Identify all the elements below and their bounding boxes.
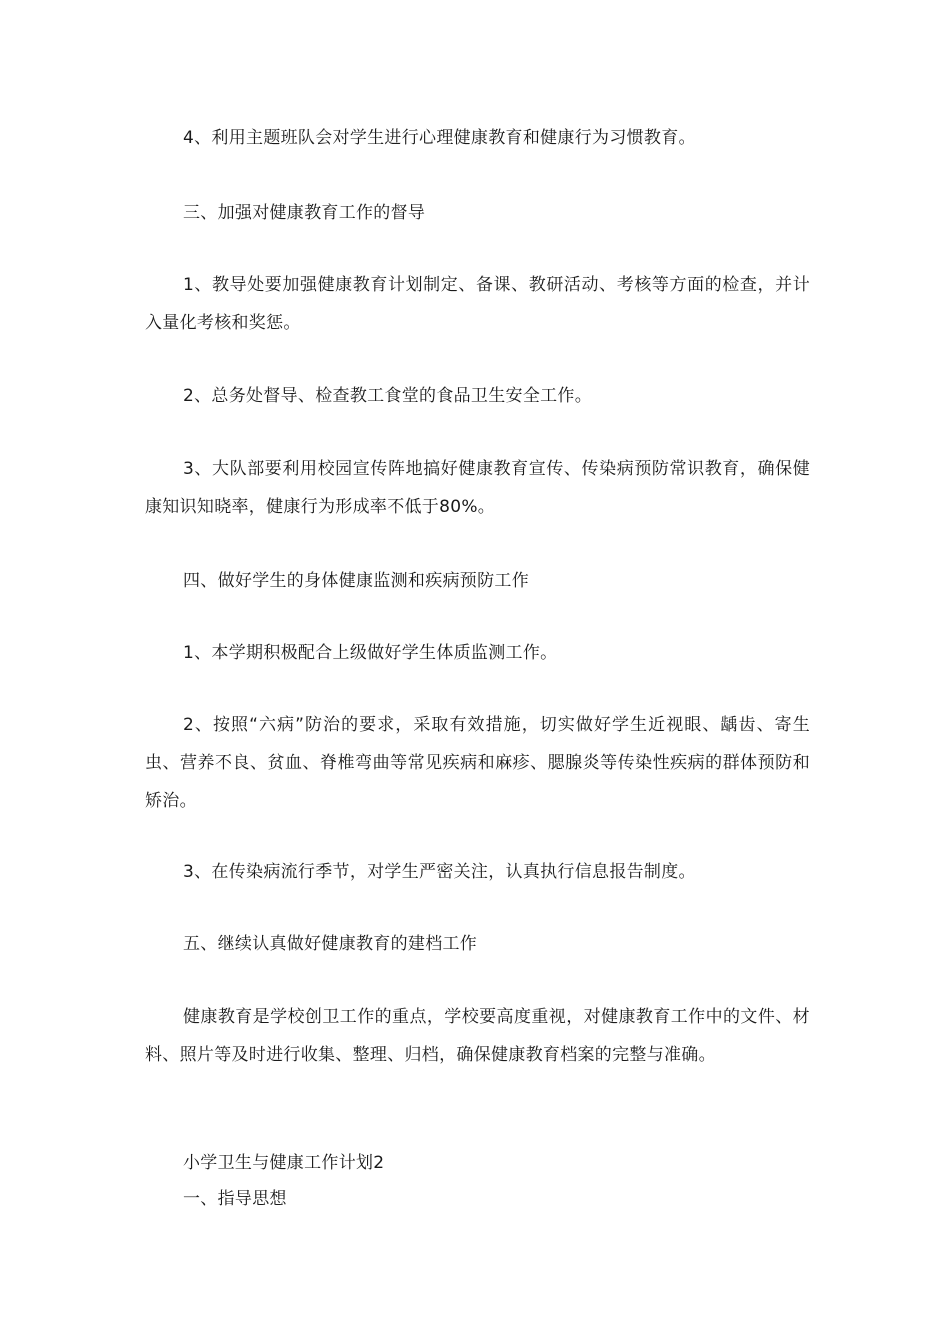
paragraph-monitoring-1: 1、本学期积极配合上级做好学生体质监测工作。 <box>183 643 558 663</box>
section-subtitle: 一、指导思想 <box>183 1189 287 1209</box>
paragraph-archiving: 健康教育是学校创卫工作的重点，学校要高度重视，对健康教育工作中的文件、材料、照片等及时进行收集、整理、归档，确保健康教育档案的完整与准确。 <box>145 1007 810 1065</box>
paragraph-monitoring-3: 3、在传染病流行季节，对学生严密关注，认真执行信息报告制度。 <box>183 862 696 882</box>
section-heading-5: 五、继续认真做好健康教育的建档工作 <box>183 934 478 954</box>
paragraph-supervision-1: 1、教导处要加强健康教育计划制定、备课、教研活动、考核等方面的检查，并计入量化考核和奖惩。 <box>145 275 810 333</box>
paragraph-item-4: 4、利用主题班队会对学生进行心理健康教育和健康行为习惯教育。 <box>183 128 696 148</box>
paragraph-monitoring-2: 2、按照“六病”防治的要求，采取有效措施，切实做好学生近视眼、龋齿、寄生虫、营养不良、贫血、脊椎弯曲等常见疾病和麻疹、腮腺炎等传染性疾病的群体预防和矫治。 <box>145 715 810 811</box>
section-title: 小学卫生与健康工作计划2 <box>183 1153 385 1173</box>
paragraph-supervision-2: 2、总务处督导、检查教工食堂的食品卫生安全工作。 <box>183 386 593 406</box>
paragraph-supervision-3: 3、大队部要利用校园宣传阵地搞好健康教育宣传、传染病预防常识教育，确保健康知识知晓率，健康行为形成率不低于80%。 <box>145 459 810 517</box>
section-heading-4: 四、做好学生的身体健康监测和疾病预防工作 <box>183 571 529 591</box>
section-heading-3: 三、加强对健康教育工作的督导 <box>183 203 426 223</box>
